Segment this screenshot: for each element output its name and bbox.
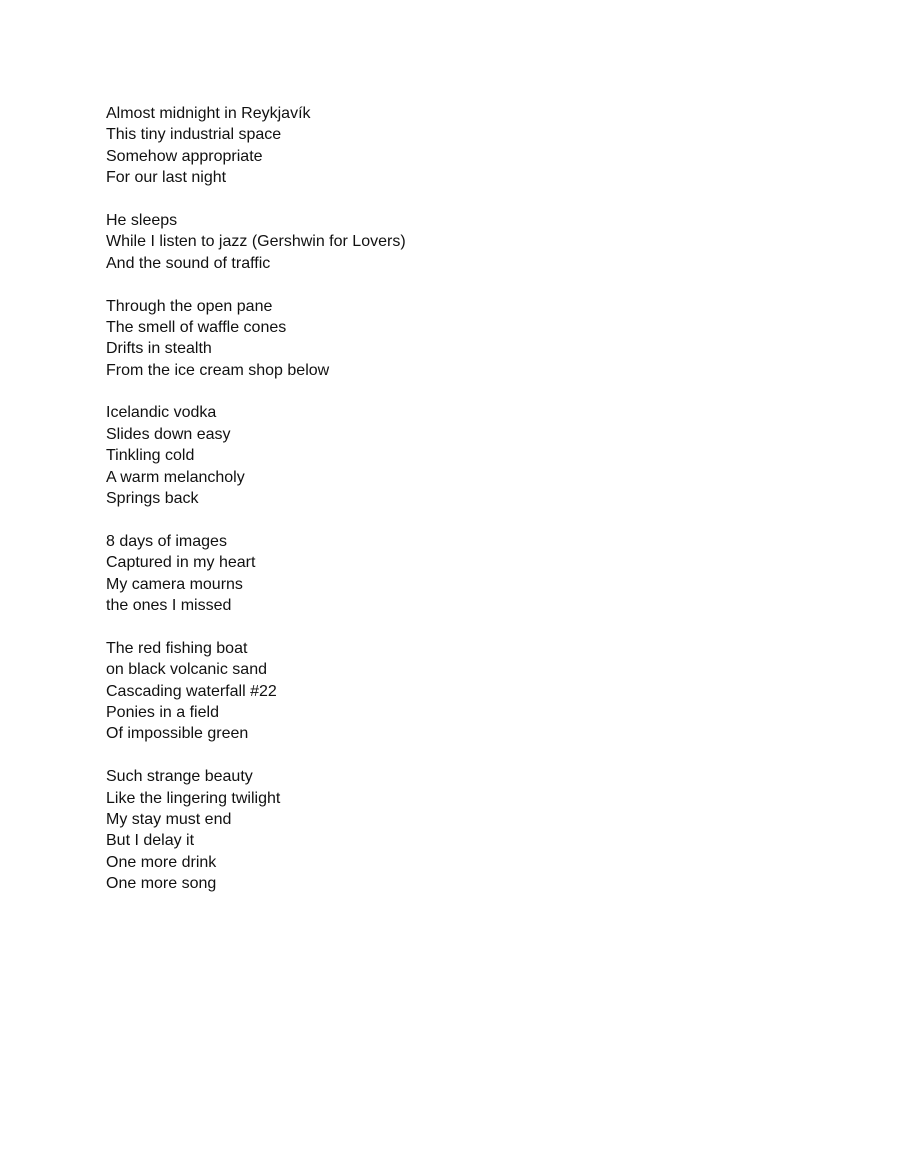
stanza-5 bbox=[106, 531, 406, 617]
poem-line: Cascading waterfall #22 bbox=[106, 682, 277, 700]
poem-line: 8 days of images bbox=[106, 532, 227, 550]
poem-line: My camera mourns bbox=[106, 575, 243, 593]
stanza-7 bbox=[106, 766, 406, 894]
poem-line: on black volcanic sand bbox=[106, 661, 267, 679]
poem-line: One more drink bbox=[106, 853, 217, 871]
poem-line: Captured in my heart bbox=[106, 554, 256, 572]
stanza-4 bbox=[106, 402, 406, 509]
stanza-2 bbox=[106, 210, 406, 274]
poem-line: One more song bbox=[106, 875, 217, 893]
poem-line: Icelandic vodka bbox=[106, 404, 217, 422]
poem-line: the ones I missed bbox=[106, 596, 232, 614]
poem-line: The red fishing boat bbox=[106, 639, 248, 657]
poem-line: Like the lingering twilight bbox=[106, 789, 281, 807]
poem-line: Tinkling cold bbox=[106, 447, 195, 465]
poem-line: But I delay it bbox=[106, 832, 195, 850]
poem-line: And the sound of traffic bbox=[106, 254, 271, 272]
poem-line: A warm melancholy bbox=[106, 468, 245, 486]
stanza-1 bbox=[106, 103, 406, 189]
poem-line: This tiny industrial space bbox=[106, 126, 282, 144]
stanza-6 bbox=[106, 638, 406, 745]
poem-line: Through the open pane bbox=[106, 297, 273, 315]
poem-line: Such strange beauty bbox=[106, 768, 253, 786]
poem bbox=[106, 103, 406, 916]
poem-line: Springs back bbox=[106, 490, 199, 508]
stanza-3 bbox=[106, 296, 406, 382]
poem-line: The smell of waffle cones bbox=[106, 318, 287, 336]
poem-line: Almost midnight in Reykjavík bbox=[106, 105, 311, 122]
poem-line: From the ice cream shop below bbox=[106, 361, 330, 379]
poem-line: For our last night bbox=[106, 169, 227, 187]
poem-line: He sleeps bbox=[106, 211, 178, 229]
poem-line: Slides down easy bbox=[106, 425, 231, 443]
poem-line: While I listen to jazz (Gershwin for Lovers) bbox=[106, 233, 406, 251]
poem-line: Ponies in a field bbox=[106, 703, 219, 721]
poem-line: Somehow appropriate bbox=[106, 147, 263, 165]
poem-line: My stay must end bbox=[106, 810, 232, 828]
poem-line: Of impossible green bbox=[106, 725, 249, 743]
poem-line: Drifts in stealth bbox=[106, 340, 212, 358]
